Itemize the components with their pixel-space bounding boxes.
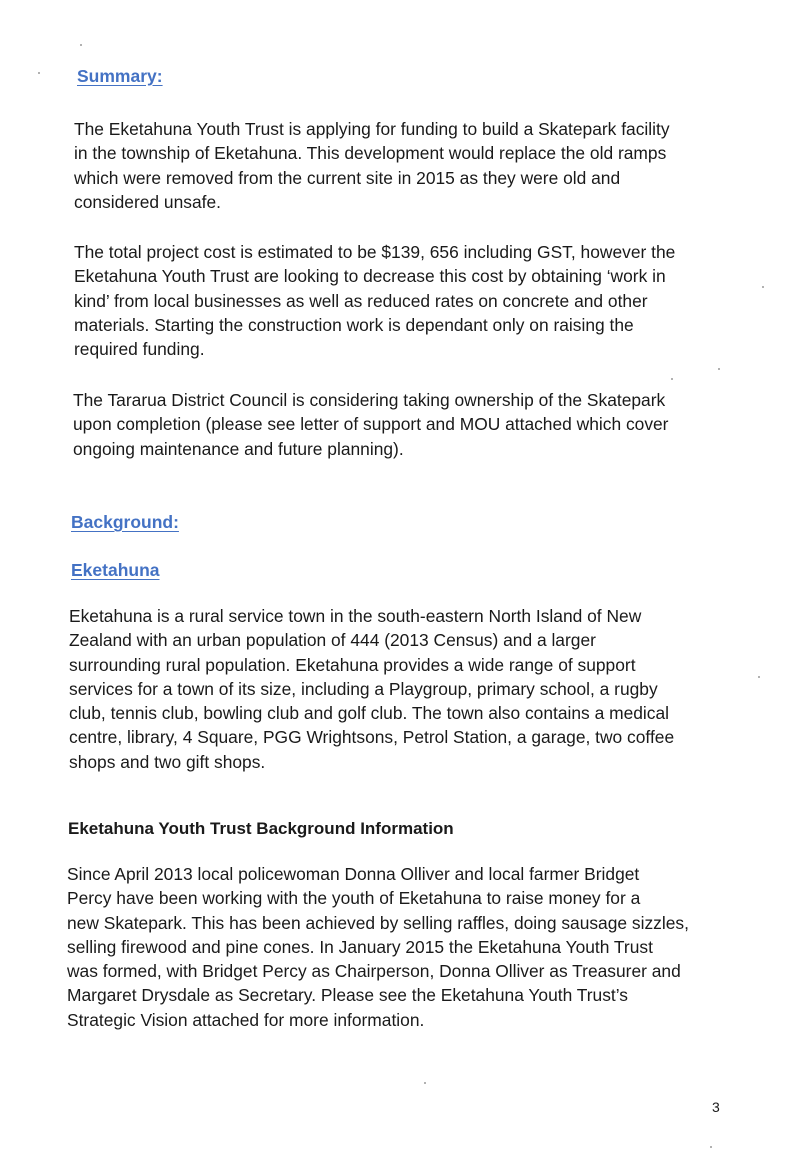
text-line: in the township of Eketahuna. This development would replace the old ramps [74,143,667,164]
text-line: The Eketahuna Youth Trust is applying for funding to build a Skatepark facility [74,119,670,139]
scan-speck [671,378,673,380]
text-line: surrounding rural population. Eketahuna provides a wide range of support [69,654,636,675]
text-line: upon completion (please see letter of support and MOU attached which cover [73,414,669,435]
summary-paragraph-2 [74,240,675,361]
youth-trust-paragraph [67,862,689,1032]
text-line: The total project cost is estimated to be $139, 656 including GST, however the [74,242,676,262]
text-line: materials. Starting the construction work is dependant only on raising the [74,314,634,335]
text-line: Zealand with an urban population of 444 (2013 Census) and a larger [69,630,596,651]
text-line: selling firewood and pine cones. In January 2015 the Eketahuna Youth Trust [67,936,653,957]
text-line: which were removed from the current site in 2015 as they were old and [74,167,621,188]
scan-speck [710,1146,712,1148]
scan-speck [80,44,82,46]
background-heading: Background: [71,512,179,532]
text-line: centre, library, 4 Square, PGG Wrightsons, Petrol Station, a garage, two coffee [69,727,675,748]
text-line: required funding. [74,339,205,360]
scan-speck [38,72,40,74]
text-line: kind’ from local businesses as well as reduced rates on concrete and other [74,290,648,311]
eketahuna-heading: Eketahuna [71,560,160,580]
summary-paragraph-1 [74,117,670,214]
text-line: ongoing maintenance and future planning). [73,438,404,459]
text-line: was formed, with Bridget Percy as Chairperson, Donna Olliver as Treasurer and [67,961,681,982]
text-line: Eketahuna is a rural service town in the south-eastern North Island of New [69,606,642,626]
scan-speck [424,1082,426,1084]
scan-speck [758,676,760,678]
summary-paragraph-3 [73,388,668,461]
text-line: Since April 2013 local policewoman Donna Olliver and local farmer Bridget [67,864,640,884]
text-line: considered unsafe. [74,191,221,212]
scan-speck [762,286,764,288]
youth-trust-heading: Eketahuna Youth Trust Background Information [68,819,454,838]
text-line: Percy have been working with the youth of Eketahuna to raise money for a [67,888,641,909]
text-line: club, tennis club, bowling club and golf club. The town also contains a medical [69,703,670,724]
text-line: The Tararua District Council is considering taking ownership of the Skatepark [73,390,666,410]
text-line: services for a town of its size, including a Playgroup, primary school, a rugby [69,678,658,699]
text-line: shops and two gift shops. [69,751,266,772]
page-number: 3 [712,1099,720,1115]
summary-heading: Summary: [77,66,163,86]
text-line: Strategic Vision attached for more information. [67,1009,425,1030]
text-line: new Skatepark. This has been achieved by selling raffles, doing sausage sizzles, [67,912,689,933]
scan-speck [718,368,720,370]
text-line: Margaret Drysdale as Secretary. Please see the Eketahuna Youth Trust’s [67,985,628,1006]
text-line: Eketahuna Youth Trust are looking to decrease this cost by obtaining ‘work in [74,266,666,287]
eketahuna-paragraph [69,604,674,774]
